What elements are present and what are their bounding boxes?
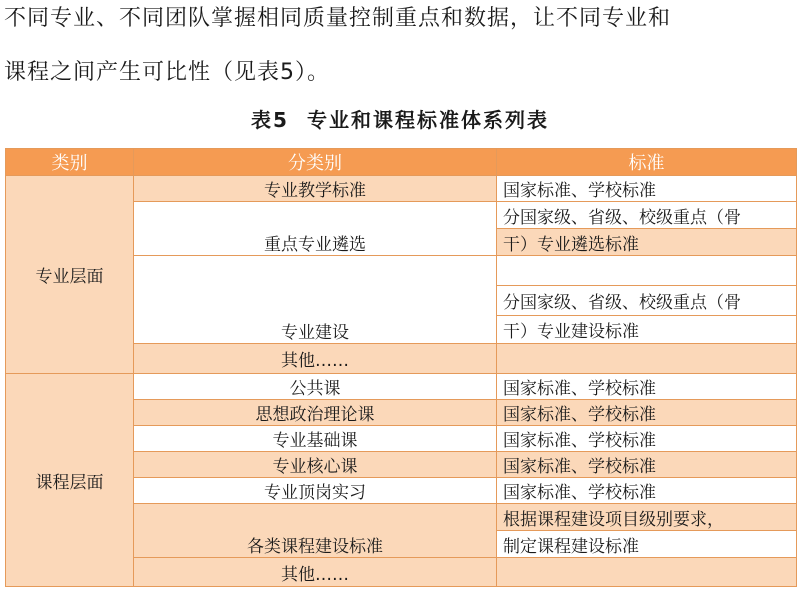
subcategory-cell: 各类课程建设标准 [134, 504, 497, 558]
subcategory-cell: 专业核心课 [134, 452, 497, 478]
subcategory-cell: 专业建设 [134, 256, 497, 344]
subcategory-cell: 重点专业遴选 [134, 202, 497, 256]
standard-cell: 干）专业遴选标准 [497, 229, 797, 256]
standard-cell: 分国家级、省级、校级重点（骨 [497, 286, 797, 316]
header-category: 类别 [6, 149, 134, 176]
standard-cell: 分国家级、省级、校级重点（骨 [497, 202, 797, 229]
standard-cell: 根据课程建设项目级别要求， [497, 504, 797, 531]
standards-table [5, 148, 797, 587]
header-subcategory: 分类别 [134, 149, 497, 176]
standard-cell [497, 558, 797, 587]
standard-cell: 国家标准、学校标准 [497, 426, 797, 452]
table-row [6, 374, 797, 400]
standard-cell: 干）专业建设标准 [497, 316, 797, 344]
category-course: 课程层面 [6, 374, 134, 587]
subcategory-cell: 专业顶岗实习 [134, 478, 497, 504]
standard-cell [497, 344, 797, 374]
subcategory-cell: 其他…… [134, 558, 497, 587]
category-major: 专业层面 [6, 176, 134, 374]
paragraph-line-2: 课程之间产生可比性（见表5）。 [4, 60, 330, 85]
standard-cell: 国家标准、学校标准 [497, 176, 797, 202]
standard-cell: 国家标准、学校标准 [497, 400, 797, 426]
subcategory-cell: 专业基础课 [134, 426, 497, 452]
paragraph-line-1: 不同专业、不同团队掌握相同质量控制重点和数据，让不同专业和 [4, 6, 672, 31]
table-row [6, 176, 797, 202]
subcategory-cell: 专业教学标准 [134, 176, 497, 202]
subcategory-cell: 公共课 [134, 374, 497, 400]
table-number: 表5 [251, 108, 289, 132]
subcategory-cell: 其他…… [134, 344, 497, 374]
table-title: 专业和课程标准体系列表 [306, 108, 549, 132]
subcategory-cell: 思想政治理论课 [134, 400, 497, 426]
standard-cell: 国家标准、学校标准 [497, 374, 797, 400]
header-standard: 标准 [497, 149, 797, 176]
standard-cell: 国家标准、学校标准 [497, 452, 797, 478]
table-caption [0, 104, 800, 133]
standard-cell: 国家标准、学校标准 [497, 478, 797, 504]
standard-cell: 制定课程建设标准 [497, 531, 797, 558]
table-header-row [6, 149, 797, 176]
standard-cell [497, 256, 797, 286]
